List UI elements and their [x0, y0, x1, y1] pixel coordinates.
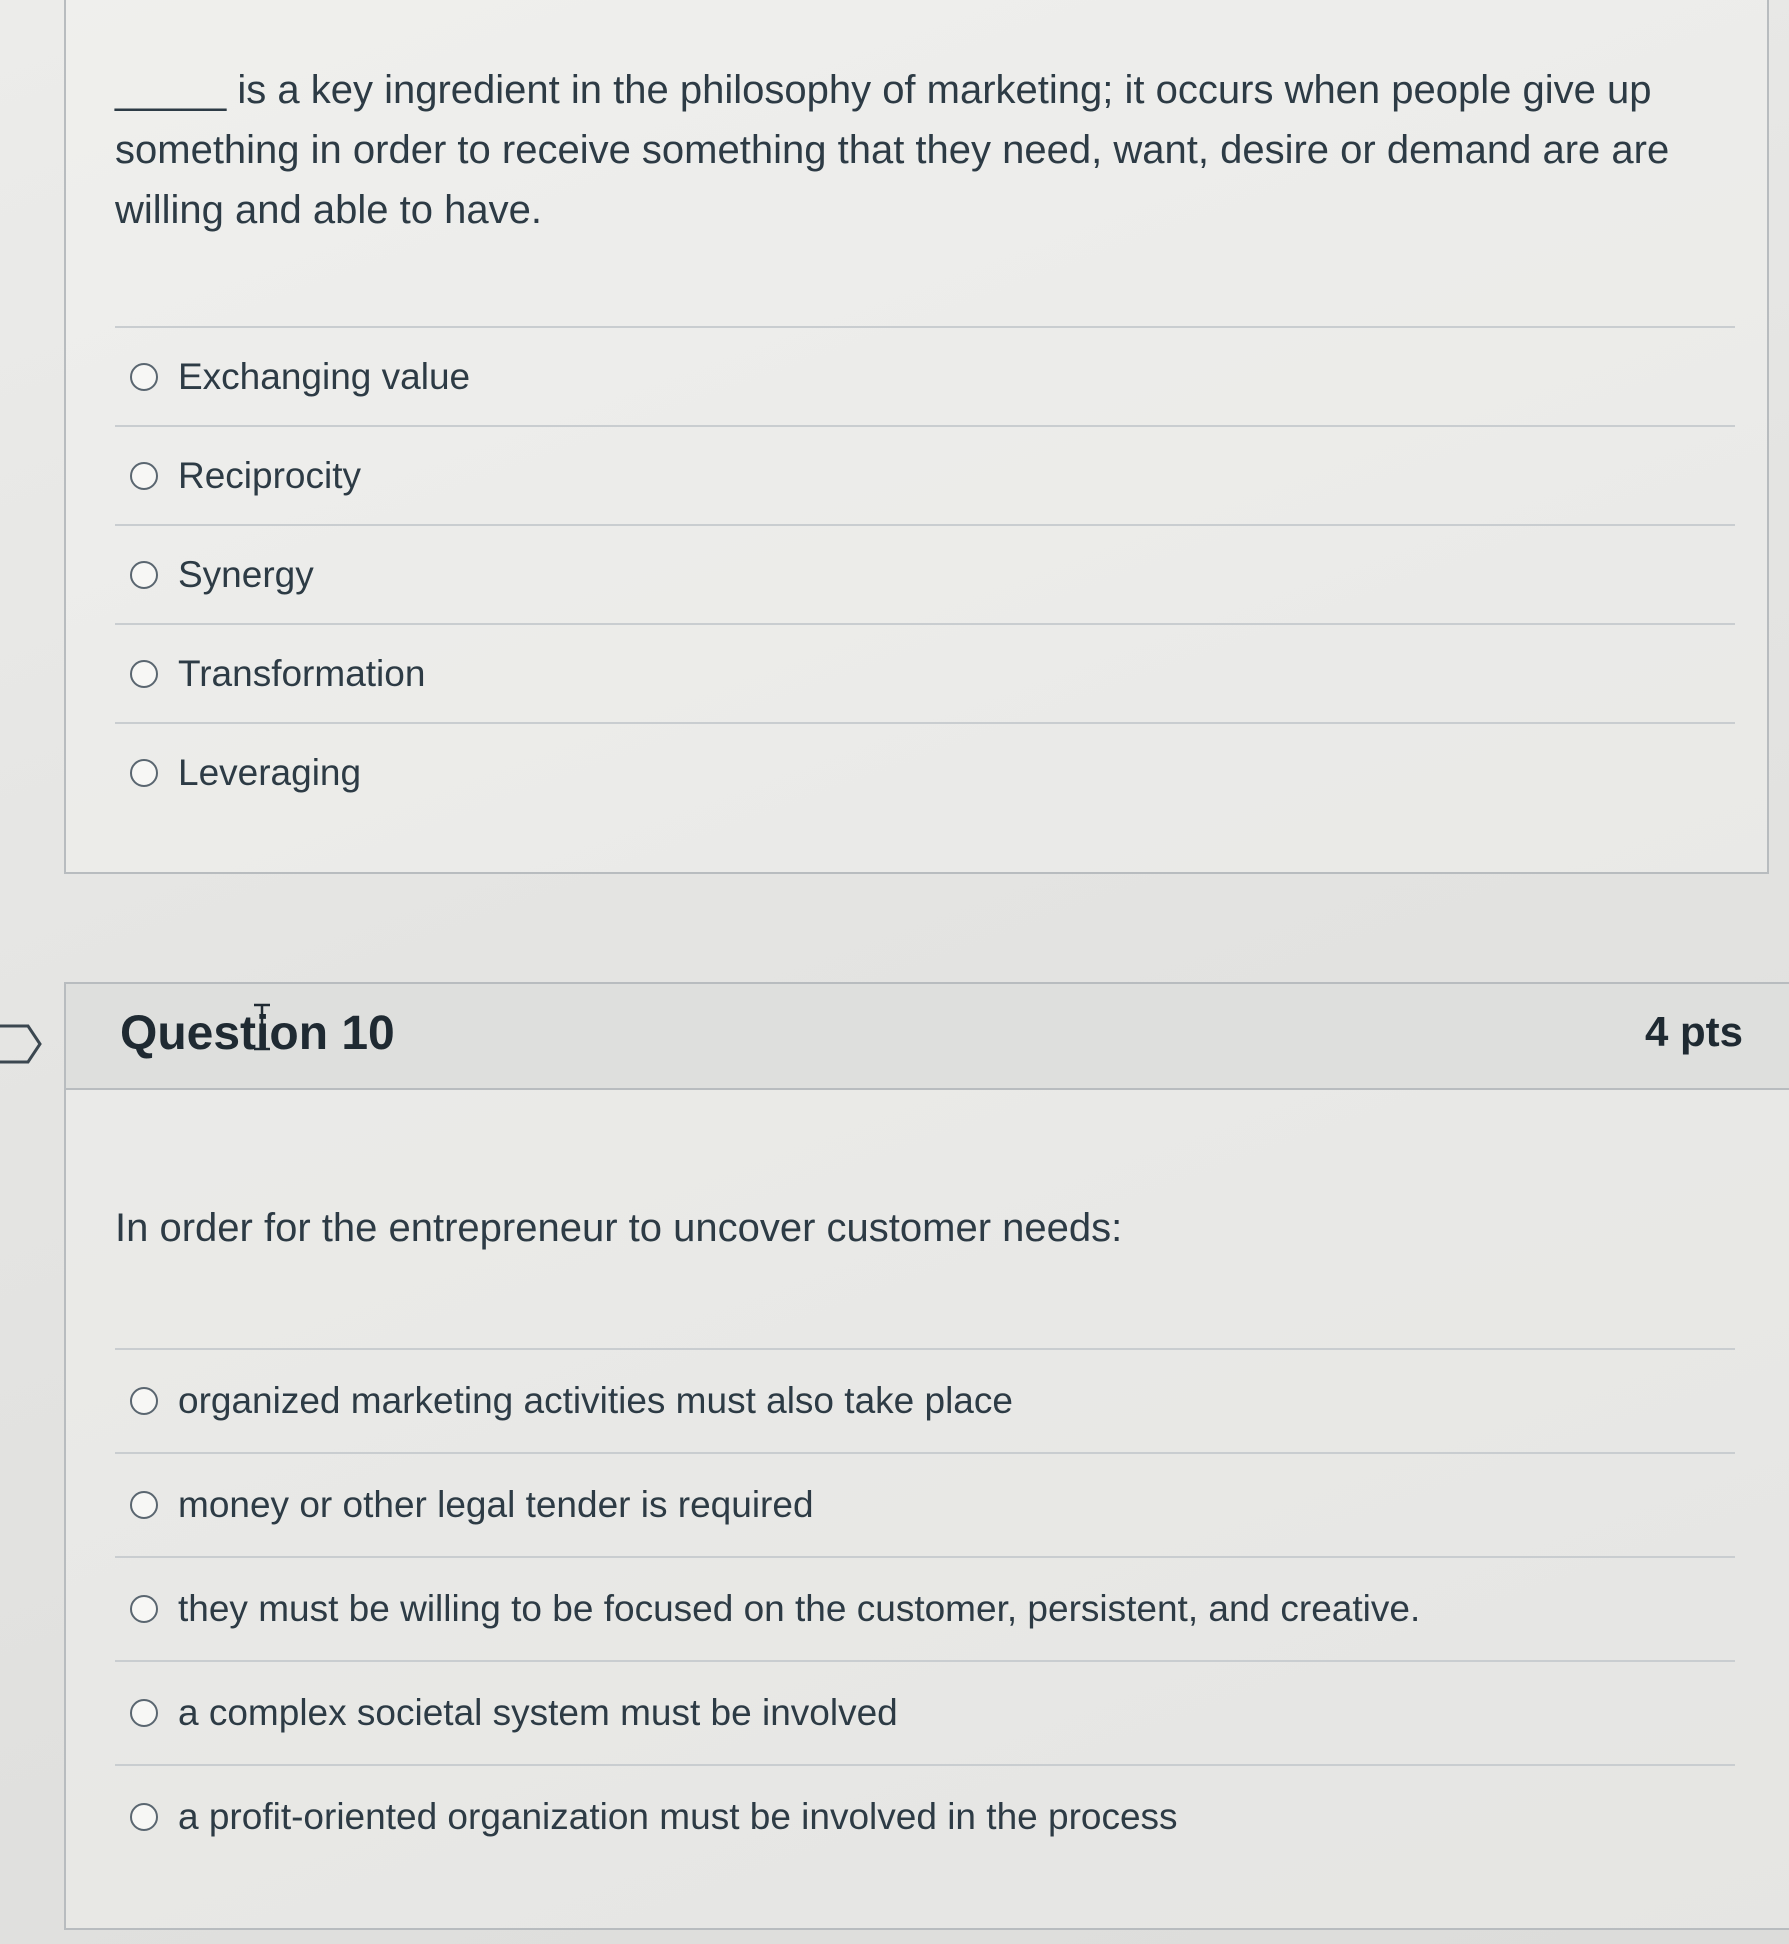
answer-option[interactable]: [115, 425, 1735, 524]
answer-label: Exchanging value: [178, 355, 471, 397]
question-10-answers: [115, 1348, 1735, 1868]
radio-unselected-icon[interactable]: [130, 561, 158, 589]
answer-label: they must be willing to be focused on the customer, persistent, and creative.: [178, 1588, 1421, 1629]
answer-option[interactable]: [115, 1556, 1735, 1660]
radio-unselected-icon[interactable]: [130, 660, 158, 688]
radio-unselected-icon[interactable]: [130, 1803, 158, 1831]
answer-label: a profit-oriented organization must be involved in the process: [178, 1796, 1178, 1837]
answer-option[interactable]: [115, 1452, 1735, 1556]
radio-unselected-icon[interactable]: [130, 363, 158, 391]
answer-option[interactable]: [115, 623, 1735, 722]
radio-unselected-icon[interactable]: [130, 1699, 158, 1727]
radio-unselected-icon[interactable]: [130, 1491, 158, 1519]
answer-option[interactable]: [115, 524, 1735, 623]
answer-option[interactable]: [115, 1660, 1735, 1764]
question-points: 4 pts: [1644, 1008, 1743, 1055]
question-10-prompt: In order for the entrepreneur to uncover customer needs:: [115, 1206, 1123, 1250]
radio-unselected-icon[interactable]: [130, 1595, 158, 1623]
radio-unselected-icon[interactable]: [130, 759, 158, 787]
question-title: Question 10: [120, 1007, 395, 1060]
question-9-prompt: _____ is a key ingredient in the philosophy of marketing; it occurs when people give up something in order to receive something that they need, want, desire or demand are are willing and able to have.: [115, 68, 1670, 232]
answer-label: organized marketing activities must also take place: [178, 1380, 1013, 1421]
answer-label: Reciprocity: [178, 454, 361, 496]
text-cursor-icon: [252, 1003, 272, 1051]
answer-option[interactable]: [115, 326, 1735, 425]
radio-unselected-icon[interactable]: [130, 1387, 158, 1415]
answer-label: a complex societal system must be involved: [178, 1692, 898, 1733]
answer-label: Transformation: [178, 652, 426, 694]
answer-label: Synergy: [178, 553, 314, 595]
answer-label: Leveraging: [178, 751, 362, 793]
flag-bookmark-icon[interactable]: [0, 1023, 42, 1065]
radio-unselected-icon[interactable]: [130, 462, 158, 490]
answer-option[interactable]: [115, 1764, 1735, 1868]
answer-option[interactable]: [115, 722, 1735, 821]
question-10-header: [66, 984, 1789, 1090]
question-9-answers: [115, 326, 1735, 821]
answer-option[interactable]: [115, 1348, 1735, 1452]
answer-label: money or other legal tender is required: [178, 1484, 814, 1525]
